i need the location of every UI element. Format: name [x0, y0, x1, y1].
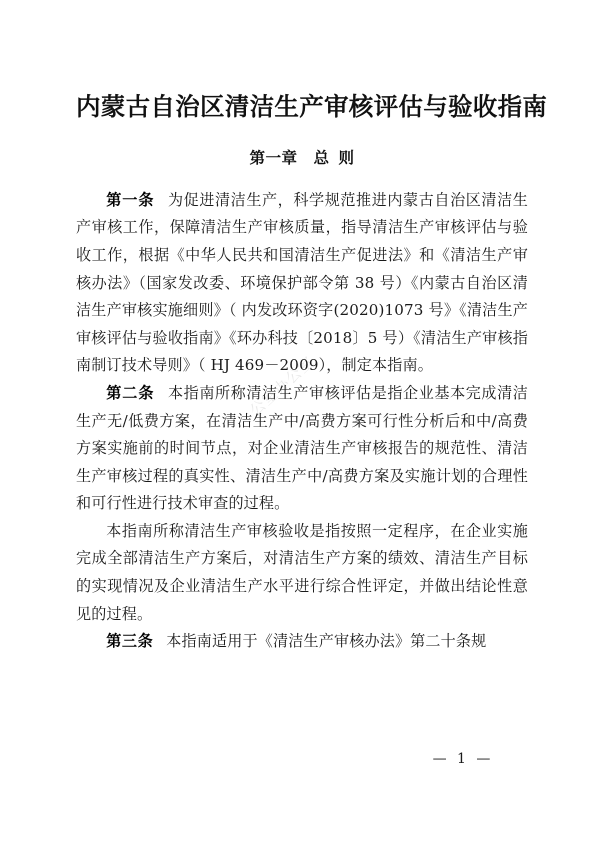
page-content	[76, 0, 548, 656]
article-label: 第一条	[106, 190, 155, 209]
article-paragraph	[76, 518, 528, 628]
watermark-text: 公室办公室	[246, 352, 318, 420]
chapter-heading	[76, 123, 528, 168]
article-text: 本指南所称清洁生产审核评估是指企业基本完成清洁生产无/低费方案，在清洁生产中/高费方案可行性分析后和中/高费方案实施前的时间节点，对企业清洁生产审核报告的规范性、清洁生产审核过程的真实性、清洁生产中/高费方案及实施计划的合理性和可行性进行技术审查的过程。	[76, 383, 528, 513]
article-text: 本指南所称清洁生产审核验收是指按照一定程序，在企业实施完成全部清洁生产方案后，对清洁生产方案的绩效、清洁生产目标的实现情况及企业清洁生产水平进行综合性评定，并做出结论性意见的过程。	[76, 521, 528, 623]
article-label: 第二条	[106, 383, 155, 402]
body-text	[76, 168, 528, 656]
article-paragraph	[76, 187, 528, 380]
page-footer	[0, 748, 600, 767]
article-label: 第三条	[106, 632, 154, 651]
chapter-name-first: 总	[313, 147, 330, 167]
article-paragraph	[76, 628, 528, 656]
article-text: 为促进清洁生产，科学规范推进内蒙古自治区清洁生产审核工作，保障清洁生产审核质量，指导清洁生产审核评估与验收工作，根据《中华人民共和国清洁生产促进法》和《清洁生产审核办法》（国家发改委、环境保护部令第 38 号）《内蒙古自治区清洁生产审核实施细则》（ 内发改环资字(2020)1073 号》《清洁生产审核评估与验收指南》《环办科技〔2018〕5 号）《清洁生产审核指南制订技术导则》（ HJ 469－2009），制定本指南。	[76, 190, 528, 375]
article-text: 本指南适用于《清洁生产审核办法》第二十条规	[166, 632, 487, 651]
article-paragraph	[76, 380, 528, 518]
page-number: — 1 —	[432, 751, 494, 767]
chapter-name-second: 则	[338, 147, 355, 167]
page-title: 内蒙古自治区清洁生产审核评估与验收指南	[76, 92, 548, 121]
chapter-number: 第一章	[249, 147, 298, 167]
